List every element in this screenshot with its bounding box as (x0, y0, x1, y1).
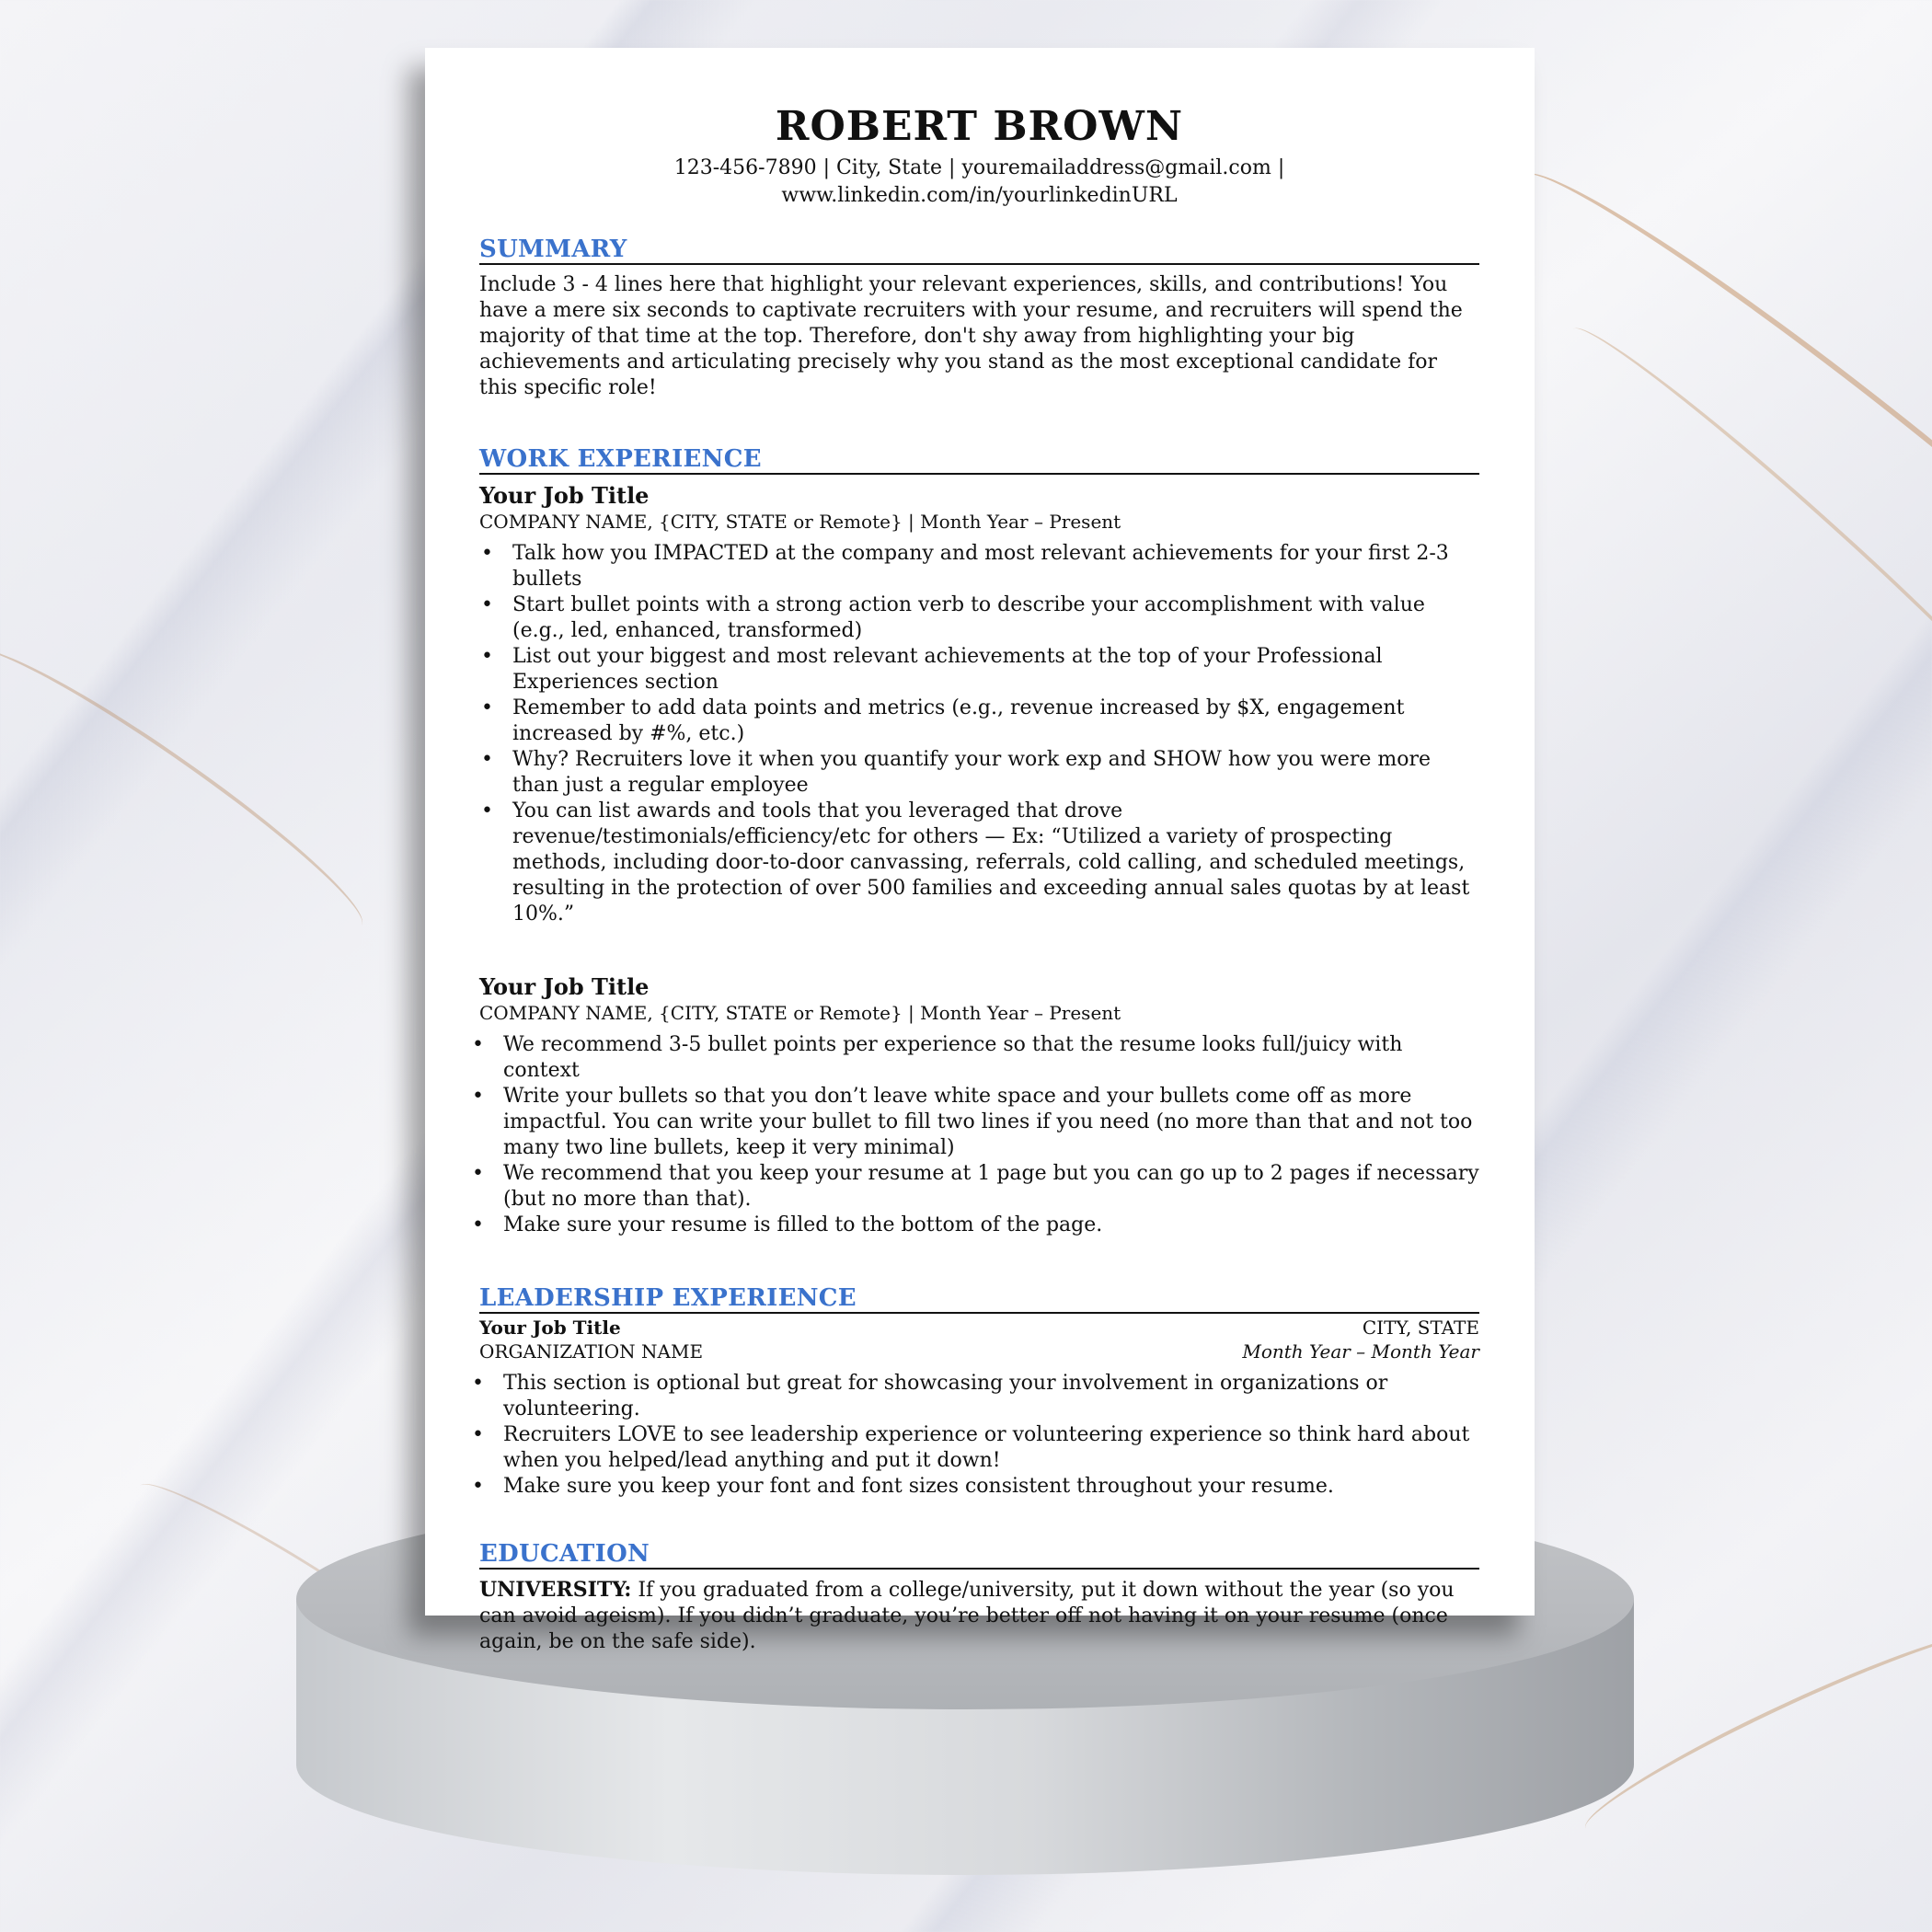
bullet-item: • Make sure your resume is filled to the bottom of the page. (479, 1213, 1479, 1238)
bullet-item: • List out your biggest and most relevant achievements at the top of your Professional Experiences section (479, 644, 1479, 696)
education-description: If you graduated from a college/university, put it down without the year (so you can avoid ageism). If you didn’t graduate, you’re better off not having it on your resume (once again, be on the safe side). (479, 1579, 1455, 1653)
bullet-item: • Make sure you keep your font and font sizes consistent throughout your resume. (479, 1474, 1479, 1500)
bullet-item: • Remember to add data points and metrics (e.g., revenue increased by $X, engagement increased by #%, etc.) (479, 696, 1479, 747)
marble-vein (0, 624, 381, 954)
leadership-heading: LEADERSHIP EXPERIENCE (479, 1284, 1479, 1314)
leadership-bullets (479, 1371, 1479, 1500)
bullet-item: • We recommend 3-5 bullet points per experience so that the resume looks full/juicy with context (479, 1032, 1479, 1084)
summary-text: Include 3 - 4 lines here that highlight your relevant experiences, skills, and contributions! You have a mere six seconds to captivate recruiters with your resume, and recruiters will spend the majority of that time at the top. Therefore, don't shy away from highlighting your big achievements and articulating precisely why you stand as the most exceptional candidate for this specific role! (479, 273, 1463, 399)
bullet-item: • Recruiters LOVE to see leadership experience or volunteering experience so think hard about when you helped/lead anything and put it down! (479, 1422, 1479, 1474)
job-title: Your Job Title (479, 482, 650, 509)
bullet-item: • Why? Recruiters love it when you quantify your work exp and SHOW how you were more than just a regular employee (479, 747, 1479, 799)
company-line: COMPANY NAME, {CITY, STATE or Remote} | Month Year – Present (479, 1002, 1121, 1024)
bullet-item: • Start bullet points with a strong action verb to describe your accomplishment with value (e.g., led, enhanced, transformed) (479, 592, 1479, 644)
education-text (479, 1577, 1479, 1655)
resume-page (425, 48, 1535, 1653)
marble-vein (1496, 141, 1932, 720)
leadership-title-row (479, 1316, 1479, 1340)
job-entry (479, 973, 1479, 1238)
bullet-item: • Talk how you IMPACTED at the company and most relevant achievements for your first 2-3 bullets (479, 541, 1479, 592)
bullet-item: • We recommend that you keep your resume at 1 page but you can go up to 2 pages if necessary (but no more than that). (479, 1161, 1479, 1213)
bullet-item: • Write your bullets so that you don’t leave white space and your bullets come off as more impactful. You can write your bullet to fill two lines if you need (no more than that and not too many two line bullets, keep it very minimal) (479, 1084, 1479, 1161)
resume-name: ROBERT BROWN (775, 103, 1184, 150)
work-experience-heading: WORK EXPERIENCE (479, 445, 1479, 475)
job-entry (479, 482, 1479, 927)
job-bullets (479, 541, 1479, 927)
summary-heading: SUMMARY (479, 236, 1479, 265)
organization-name: ORGANIZATION NAME (479, 1340, 704, 1363)
contact-line: 123-456-7890 | City, State | youremailaddress@gmail.com | www.linkedin.com/in/yourlinkedinURL (673, 156, 1285, 207)
leadership-location: CITY, STATE (1362, 1317, 1479, 1339)
leadership-org-row (479, 1340, 1479, 1363)
leadership-title: Your Job Title (479, 1317, 621, 1339)
university-label: UNIVERSITY: (479, 1578, 632, 1602)
marble-vein (1553, 307, 1932, 782)
bullet-item: • You can list awards and tools that you leveraged that drove revenue/testimonials/efficiency/etc for others — Ex: “Utilized a variety of prospecting methods, including door-to-door canvassing, referrals, cold calling, and scheduled meetings, resulting in the protection of over 500 families and exceeding annual sales quotas by at least 10%.” (479, 799, 1479, 927)
company-line: COMPANY NAME, {CITY, STATE or Remote} | Month Year – Present (479, 511, 1121, 533)
job-bullets (479, 1032, 1479, 1238)
education-heading: EDUCATION (479, 1540, 1479, 1570)
leadership-dates: Month Year – Month Year (1242, 1340, 1479, 1363)
bullet-item: • This section is optional but great for showcasing your involvement in organizations or volunteering. (479, 1371, 1479, 1422)
job-title: Your Job Title (479, 973, 650, 1000)
